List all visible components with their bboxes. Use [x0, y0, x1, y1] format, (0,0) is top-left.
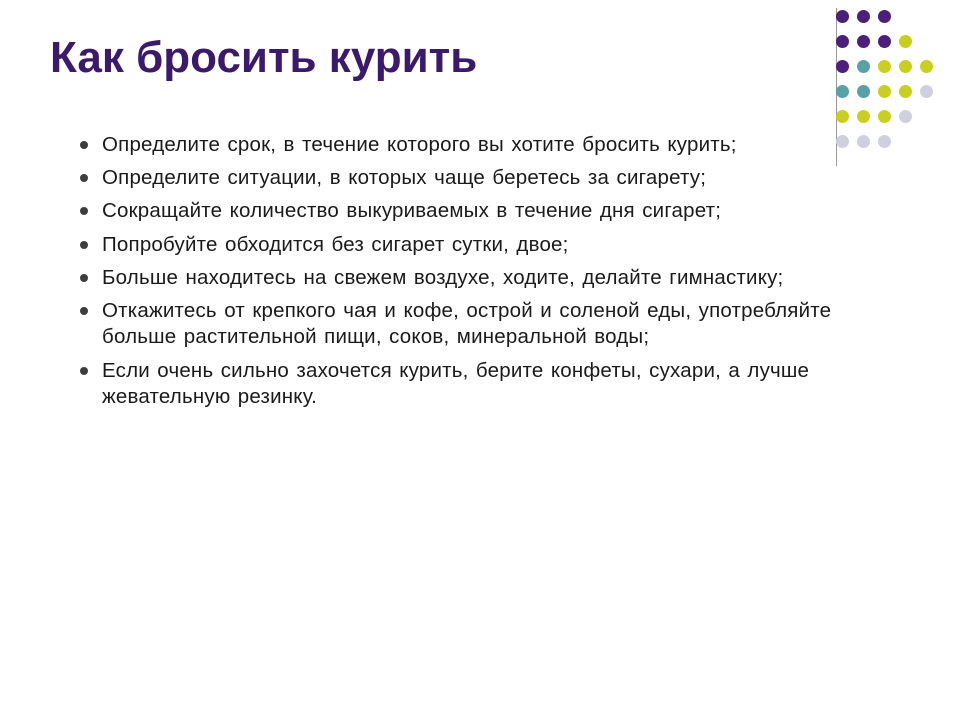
decoration-dot [836, 110, 849, 123]
page-title: Как бросить курить [50, 33, 478, 82]
bullet-list [72, 132, 882, 417]
bullet-disc-icon [80, 307, 88, 315]
decoration-dot [836, 60, 849, 73]
decoration-dot [899, 60, 912, 73]
list-item-text: Больше находитесь на свежем воздухе, ходите, делайте гимнастику; [102, 265, 784, 289]
list-item [72, 265, 882, 291]
list-item-text: Если очень сильно захочется курить, берите конфеты, сухари, а лучше жевательную резинку. [102, 358, 810, 408]
decoration-dot [857, 60, 870, 73]
bullet-disc-icon [80, 367, 88, 375]
decoration-dot [899, 110, 912, 123]
decoration-dot [878, 110, 891, 123]
list-item [72, 298, 882, 350]
bullet-disc-icon [72, 298, 102, 315]
list-item-text: Попробуйте обходится без сигарет сутки, двое; [102, 232, 569, 256]
list-item-text: Определите ситуации, в которых чаще беретесь за сигарету; [102, 166, 707, 190]
decoration-dot [920, 85, 933, 98]
list-item-text: Откажитесь от крепкого чая и кофе, острой и соленой еды, употребляйте больше растительной пищи, соков, минеральной воды; [102, 299, 832, 349]
decoration-dot [878, 60, 891, 73]
decoration-dot [878, 35, 891, 48]
list-item [72, 165, 882, 191]
decoration-dot [899, 85, 912, 98]
bullet-disc-icon [80, 207, 88, 215]
bullet-disc-icon [72, 132, 102, 149]
bullet-disc-icon [80, 274, 88, 282]
decoration-dot [878, 10, 891, 23]
decoration-dot [920, 60, 933, 73]
bullet-disc-icon [80, 241, 88, 249]
decoration-dot [836, 85, 849, 98]
decoration-dot [878, 85, 891, 98]
bullet-disc-icon [72, 232, 102, 249]
list-item [72, 198, 882, 224]
bullet-disc-icon [72, 165, 102, 182]
bullet-disc-icon [80, 141, 88, 149]
decoration-dot [836, 10, 849, 23]
list-item [72, 232, 882, 258]
decoration-dot [836, 35, 849, 48]
decoration-dot [857, 110, 870, 123]
decoration-dot [899, 35, 912, 48]
list-item-text: Определите срок, в течение которого вы хотите бросить курить; [102, 133, 737, 156]
bullet-disc-icon [72, 198, 102, 215]
decoration-dot [857, 35, 870, 48]
bullet-disc-icon [72, 265, 102, 282]
decoration-dot [857, 10, 870, 23]
list-item-text: Сокращайте количество выкуриваемых в течение дня сигарет; [102, 199, 722, 223]
bullet-disc-icon [80, 174, 88, 182]
decoration-dot [857, 85, 870, 98]
list-item [72, 132, 882, 158]
bullet-disc-icon [72, 358, 102, 375]
list-item [72, 358, 882, 410]
